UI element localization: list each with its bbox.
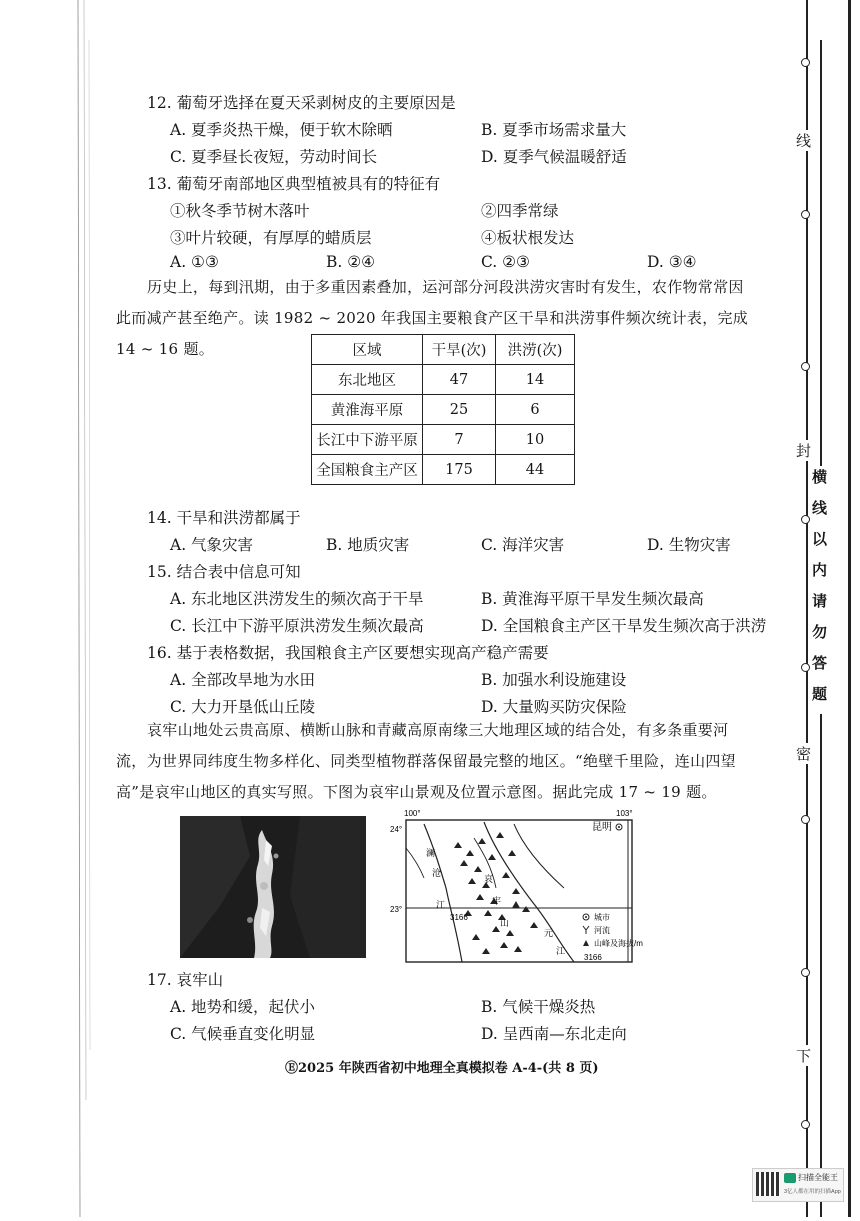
map-label-cang: 沧 [432, 868, 442, 878]
binding-hole [801, 515, 810, 524]
q16-option-c: C. 大力开垦低山丘陵 [170, 698, 316, 716]
map-label-yuan: 元 [544, 928, 554, 938]
q17-stem: 17. 哀牢山 [147, 971, 224, 989]
q15-option-d: D. 全国粮食主产区干旱发生频次高于洪涝 [481, 617, 767, 635]
legend-peak: 山峰及海拔/m [594, 939, 643, 948]
q13-stem: 13. 葡萄牙南部地区典型植被具有的特征有 [147, 175, 441, 193]
table-row [312, 365, 575, 395]
map-label-jiang: 江 [436, 900, 446, 910]
ailao-landscape-photo [180, 816, 366, 958]
binding-hole [801, 663, 810, 672]
table-cell-flood: 10 [496, 425, 575, 455]
map-city-kunming: 昆明 [592, 822, 612, 833]
table-cell-region: 东北地区 [312, 365, 423, 395]
binding-char-feng: 封 [796, 442, 812, 460]
q16-option-d: D. 大量购买防灾保险 [481, 698, 627, 716]
page-footer: Ⓔ2025 年陕西省初中地理全真模拟卷 A-4-(共 8 页) [285, 1061, 599, 1076]
q16-option-b: B. 加强水利设施建设 [481, 671, 627, 689]
q14-option-d: D. 生物灾害 [647, 536, 731, 554]
binding-char-xian: 线 [796, 132, 812, 150]
scanner-tagline: 3亿人都在用的扫描App [784, 1189, 841, 1195]
q16-option-a: A. 全部改旱地为水田 [170, 671, 316, 689]
legend-city: 城市 [594, 913, 610, 922]
legend-peak-example: 3166 [584, 953, 602, 962]
q13-statement-2: ②四季常绿 [481, 202, 559, 220]
table-cell-drought: 47 [423, 365, 496, 395]
binding-line-edge [848, 0, 851, 1217]
table-row [312, 395, 575, 425]
notice-char: 请 [812, 592, 828, 610]
notice-char: 答 [812, 654, 828, 672]
table-row [312, 455, 575, 485]
map-lat-top: 24° [390, 825, 403, 834]
binding-hole [801, 1120, 810, 1129]
binding-char-xia: 下 [796, 1047, 812, 1065]
binding-hole [801, 968, 810, 977]
table-cell-flood: 14 [496, 365, 575, 395]
q15-option-c: C. 长江中下游平原洪涝发生频次最高 [170, 617, 424, 635]
map-label-lao: 牢 [492, 896, 502, 906]
map-label-jiang2: 江 [556, 946, 566, 956]
table-cell-region: 全国粮食主产区 [312, 455, 423, 485]
q13-statement-3: ③叶片较硬，有厚厚的蜡质层 [170, 229, 372, 247]
q15-option-b: B. 黄淮海平原干旱发生频次最高 [481, 590, 704, 608]
map-label-shan: 山 [500, 918, 510, 928]
q17-option-d: D. 呈西南—东北走向 [481, 1025, 627, 1043]
q14-option-c: C. 海洋灾害 [481, 536, 565, 554]
q14-stem: 14. 干旱和洪涝都属于 [147, 509, 301, 527]
binding-hole [801, 815, 810, 824]
q13-option-b: B. ②④ [326, 253, 376, 271]
notice-char: 内 [812, 561, 828, 579]
cs-logo-icon [784, 1173, 796, 1183]
q12-option-c: C. 夏季昼长夜短，劳动时间长 [170, 148, 378, 166]
scanner-badge [752, 1168, 844, 1202]
left-edge-shadow [68, 0, 94, 1217]
q16-stem: 16. 基于表格数据，我国粮食主产区要想实现高产稳产需要 [147, 644, 549, 662]
scanner-name: 扫描全能王 [798, 1173, 838, 1182]
q12-option-d: D. 夏季气候温暖舒适 [481, 148, 627, 166]
q12-option-a: A. 夏季炎热干燥，便于软木除晒 [170, 121, 393, 139]
legend-river: 河流 [594, 926, 610, 935]
q15-stem: 15. 结合表中信息可知 [147, 563, 301, 581]
qr-code-icon [756, 1172, 780, 1196]
table-cell-drought: 25 [423, 395, 496, 425]
q17-option-b: B. 气候干燥炎热 [481, 998, 596, 1016]
table-header-region: 区域 [312, 335, 423, 365]
ailao-location-map [384, 808, 684, 973]
passage-flood-drought: 历史上，每到汛期，由于多重因素叠加，运河部分河段洪涝灾害时有发生，农作物常常因此而减产甚至绝产。读 1982 ~ 2020 年我国主要粮食产区干旱和洪涝事件频次统计表，完成 14 ~ 16 题。 [116, 278, 749, 358]
table-row [312, 425, 575, 455]
map-label-ai: 哀 [484, 874, 494, 884]
q12-option-b: B. 夏季市场需求量大 [481, 121, 627, 139]
binding-hole [801, 58, 810, 67]
table-header-row [312, 335, 575, 365]
map-lon-right: 103° [616, 809, 633, 818]
q14-option-b: B. 地质灾害 [326, 536, 410, 554]
table-cell-drought: 175 [423, 455, 496, 485]
binding-line-inner [806, 0, 808, 1217]
table-header-drought: 干旱(次) [423, 335, 496, 365]
table-cell-region: 长江中下游平原 [312, 425, 423, 455]
table-header-flood: 洪涝(次) [496, 335, 575, 365]
binding-hole [801, 362, 810, 371]
notice-char: 勿 [812, 623, 828, 641]
table-cell-drought: 7 [423, 425, 496, 455]
table-cell-flood: 44 [496, 455, 575, 485]
drought-flood-table [311, 334, 575, 485]
notice-char: 横 [812, 468, 828, 486]
map-lat-mid: 23° [390, 905, 403, 914]
map-label-lan: 澜 [426, 848, 436, 858]
q17-option-c: C. 气候垂直变化明显 [170, 1025, 316, 1043]
notice-char: 以 [812, 530, 828, 548]
passage-ailao-mountain: 哀牢山地处云贵高原、横断山脉和青藏高原南缘三大地理区域的结合处，有多条重要河流，为世界同纬度生物多样化、同类型植物群落保留最完整的地区。“绝壁千里险，连山四望高”是哀牢山地区的真实写照。下图为哀牢山景观及位置示意图。据此完成 17 ~ 19 题。 [116, 721, 736, 801]
table-cell-region: 黄淮海平原 [312, 395, 423, 425]
q13-option-d: D. ③④ [647, 253, 697, 271]
map-lon-left: 100° [404, 809, 421, 818]
q12-stem: 12. 葡萄牙选择在夏天采剥树皮的主要原因是 [147, 94, 456, 112]
q13-statement-1: ①秋冬季节树木落叶 [170, 202, 310, 220]
binding-char-mi: 密 [796, 745, 812, 763]
q13-statement-4: ④板状根发达 [481, 229, 575, 247]
q13-option-a: A. ①③ [170, 253, 219, 271]
binding-hole [801, 210, 810, 219]
q17-option-a: A. 地势和缓，起伏小 [170, 998, 316, 1016]
q15-option-a: A. 东北地区洪涝发生的频次高于干旱 [170, 590, 424, 608]
q13-option-c: C. ②③ [481, 253, 530, 271]
map-peak-label: 3166 [450, 913, 468, 922]
table-cell-flood: 6 [496, 395, 575, 425]
notice-char: 题 [812, 685, 828, 703]
binding-notice [812, 466, 834, 714]
q14-option-a: A. 气象灾害 [170, 536, 254, 554]
notice-char: 线 [812, 499, 828, 517]
